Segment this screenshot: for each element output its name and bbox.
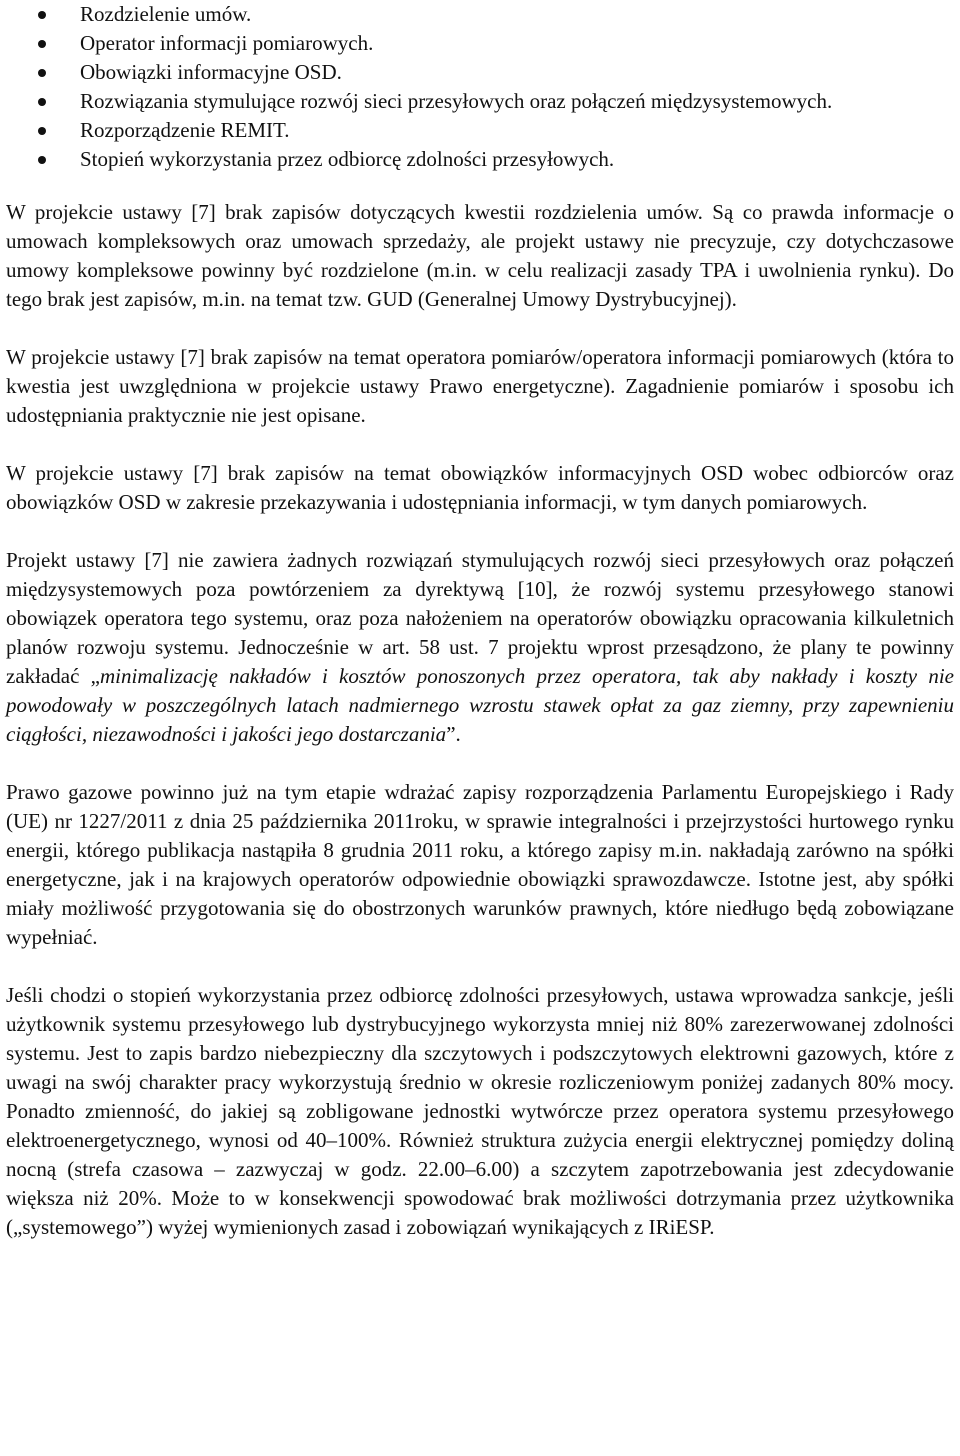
bullet-item: Rozdzielenie umów. [6,0,954,29]
bullet-dot-icon [38,156,46,164]
bullet-item: Stopień wykorzystania przez odbiorcę zdolności przesyłowych. [6,145,954,174]
paragraph-dso-obligations: W projekcie ustawy [7] brak zapisów na temat obowiązków informacyjnych OSD wobec odbiorców oraz obowiązków OSD w zakresie przekazywania i udostępniania informacji, w tym danych pomiarowych. [6,461,954,514]
bullet-item: Rozporządzenie REMIT. [6,116,954,145]
bullet-dot-icon [38,127,46,135]
bullet-dot-icon [38,40,46,48]
paragraph-metering-operator: W projekcie ustawy [7] brak zapisów na temat operatora pomiarów/operatora informacji pomiarowych (która to kwestia jest uwzględniona w projekcie ustawy Prawo energetyczne). Zagadnienie pomiarów i sposobu ich udostępniania praktycznie nie jest opisane. [6,345,954,427]
bullet-dot-icon [38,11,46,19]
bullet-dot-icon [38,69,46,77]
paragraph-capacity-utilisation: Jeśli chodzi o stopień wykorzystania przez odbiorcę zdolności przesyłowych, ustawa wprowadza sankcje, jeśli użytkownik systemu przesyłowego lub dystrybucyjnego wykorzysta mniej niż 80% zarezerwowanej zdolności systemu. Jest to zapis bardzo niebezpieczny dla szczytowych i podszczytowych elektrowni gazowych, które z uwagi na swój charakter pracy wykorzystują średnio w okresie rozliczeniowym poniżej zadanych 80% mocy. Ponadto zmienność, do jakiej są zobligowane jednostki wytwórcze przez operatora systemu przesyłowego elektroenergetycznego, wynosi od 40–100%. Również struktura zużycia energii elektrycznej pomiędzy doliną nocną (strefa czasowa – zazwyczaj w godz. 22.00–6.00) a szczytem zapotrzebowania jest zdecydowanie większa niż 20%. Może to w konsekwencji spowodować brak możliwości dotrzymania przez użytkownika („systemowego”) wyżej wymienionych zasad i zobowiązań wynikających z IRiESP. [6,983,954,1239]
bullet-item: Rozwiązania stymulujące rozwój sieci przesyłowych oraz połączeń międzysystemowych. [6,87,954,116]
paragraph-remit: Prawo gazowe powinno już na tym etapie wdrażać zapisy rozporządzenia Parlamentu Europejskiego i Rady (UE) nr 1227/2011 z dnia 25 października 2011roku, w sprawie integralności i przejrzystości hurtowego rynku energii, którego publikacja nastąpiła 8 grudnia 2011 roku, a którego zapisy m.in. nakładają zarówno na spółki energetyczne, jak i na krajowych operatorów odpowiednie obowiązki sprawozdawcze. Istotne jest, aby spółki miały możliwość przygotowania się do obostrzonych warunków prawnych, które niedługo będą zobowiązane wypełniać. [6,780,954,949]
bullet-item: Obowiązki informacyjne OSD. [6,58,954,87]
topic-bullet-list [6,0,954,174]
paragraph-unbundling: W projekcie ustawy [7] brak zapisów dotyczących kwestii rozdzielenia umów. Są co prawda informacje o umowach kompleksowych oraz umowach sprzedaży, ale projekt ustawy nie precyzuje, czy dotychczasowe umowy kompleksowe powinny być rozdzielone (m.in. w celu realizacji zasady TPA i uwolnienia rynku). Do tego brak jest zapisów, m.in. na temat tzw. GUD (Generalnej Umowy Dystrybucyjnej). [6,200,954,311]
quoted-provision: minimalizację nakładów i kosztów ponoszonych przez operatora, tak aby nakłady i koszty nie powodowały w poszczególnych latach nadmiernego wzrostu stawek opłat za gaz ziemny, przy zapewnieniu ciągłości, niezawodności i jakości jego dostarczania [6,664,954,746]
document-page [6,0,954,1242]
paragraph-network-development: Projekt ustawy [7] nie zawiera żadnych rozwiązań stymulujących rozwój sieci przesyłowych oraz połączeń międzysystemowych poza powtórzeniem za dyrektywą [10], że rozwój systemu przesyłowego stanowi obowiązek operatora tego systemu, oraz poza nałożeniem na operatorów obowiązku opracowania kilkuletnich planów rozwoju systemu. Jednocześnie w art. 58 ust. 7 projektu wprost przesądzono, że plany te powinny zakładać „minimalizację nakładów i kosztów ponoszonych przez operatora, tak aby nakłady i koszty nie powodowały w poszczególnych latach nadmiernego wzrostu stawek opłat za gaz ziemny, przy zapewnieniu ciągłości, niezawodności i jakości jego dostarczania”. [6,548,954,746]
bullet-item: Operator informacji pomiarowych. [6,29,954,58]
bullet-dot-icon [38,98,46,106]
